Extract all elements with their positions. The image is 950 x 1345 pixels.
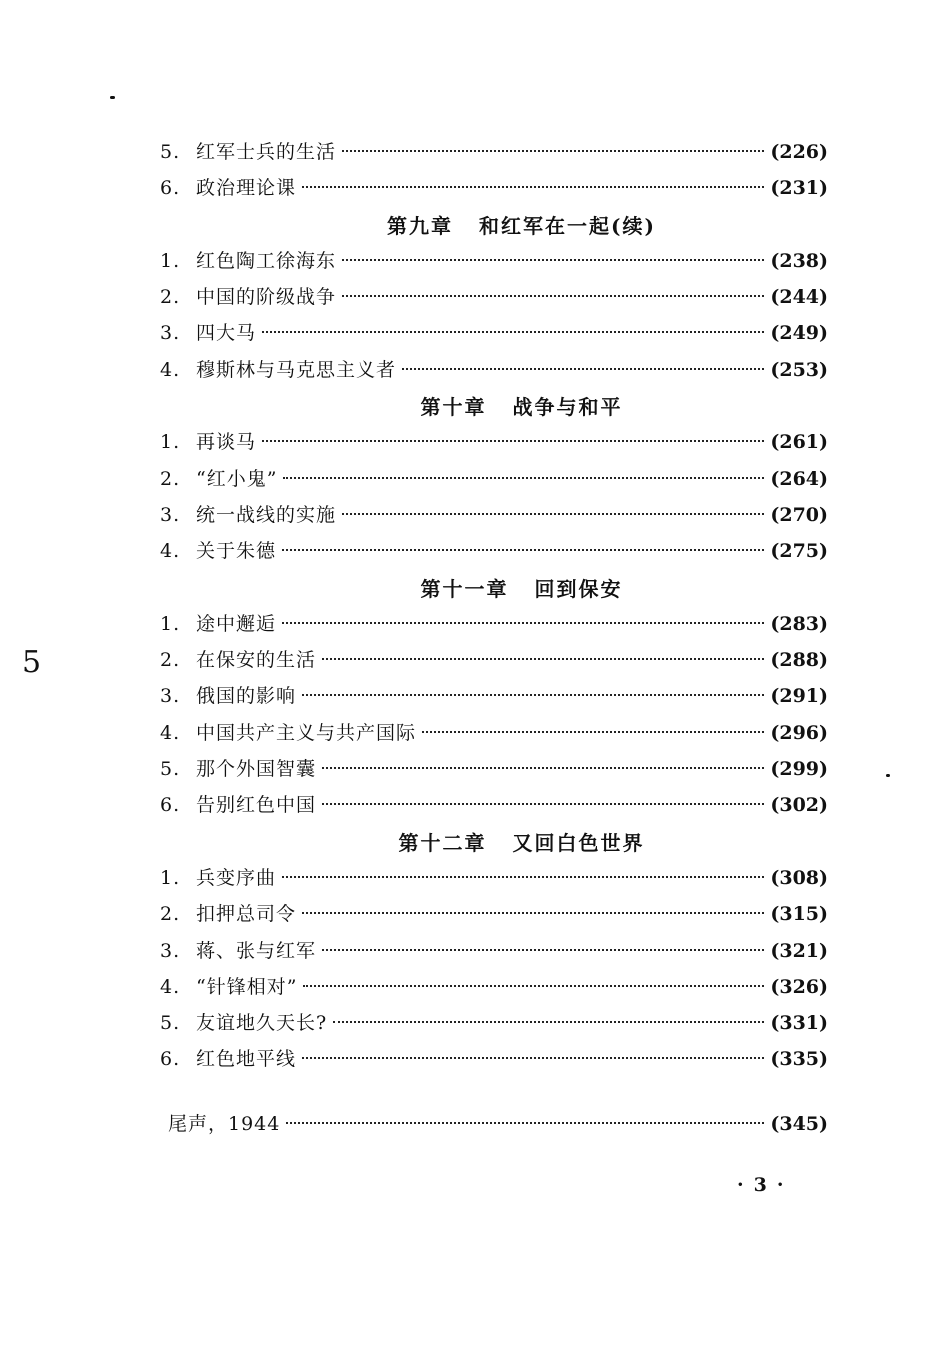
chapter-label: 第十一章	[420, 576, 509, 601]
toc-entry-number: 3.	[160, 939, 181, 962]
margin-handwritten-mark: 5	[22, 645, 42, 680]
toc-entry	[160, 681, 828, 717]
toc-entry-title: 红军士兵的生活	[196, 141, 337, 163]
toc-entry	[160, 790, 828, 826]
dot-leader	[342, 513, 764, 515]
chapter-label: 第十章	[420, 395, 487, 420]
toc-entry-number: 5.	[160, 141, 181, 163]
toc-entry-page: (231)	[770, 177, 828, 200]
toc-entry-title: 俄国的影响	[196, 685, 297, 708]
toc-entry-page: (270)	[770, 503, 828, 526]
toc-entry-number: 4.	[160, 721, 181, 744]
toc-entry	[160, 863, 828, 899]
toc-entry-page: (331)	[770, 1012, 828, 1035]
dot-leader	[262, 331, 764, 333]
chapter-title: 回到保安	[534, 576, 623, 601]
toc-entry-title: 穆斯林与马克思主义者	[196, 358, 397, 381]
toc-entry-number: 3.	[160, 685, 181, 708]
page-number: ·3·	[737, 1174, 794, 1196]
toc-entry-title: “红小鬼”	[196, 467, 278, 490]
toc-entry	[160, 718, 828, 754]
chapter-heading	[160, 391, 828, 427]
toc-entry-page: (345)	[770, 1112, 828, 1135]
dot-leader	[322, 658, 764, 660]
toc-entry-page: (249)	[770, 322, 828, 345]
toc-entry-number: 1.	[160, 612, 181, 635]
dot-leader	[302, 912, 764, 914]
toc-entry-number: 1.	[160, 866, 181, 889]
toc-entry-page: (321)	[770, 939, 828, 962]
toc-entry	[160, 282, 828, 318]
toc-entry	[160, 500, 828, 536]
toc-entry-page: (326)	[770, 975, 828, 998]
toc-entry	[160, 754, 828, 790]
dot-leader	[322, 949, 764, 951]
dot-leader	[342, 259, 764, 261]
toc-entry-title: 尾声，1944	[168, 1112, 281, 1135]
toc-entry-title: 那个外国智囊	[196, 758, 317, 781]
toc-gap	[160, 1081, 828, 1109]
toc-entry	[160, 173, 828, 209]
toc-entry-title: “针锋相对”	[196, 975, 298, 998]
scan-speck	[110, 96, 115, 99]
toc-entry-page: (291)	[770, 685, 828, 708]
dot-leader	[402, 368, 764, 370]
toc-entry	[160, 609, 828, 645]
dot-leader	[262, 440, 764, 442]
toc-entry-title: 红色地平线	[196, 1048, 297, 1071]
chapter-heading	[160, 210, 828, 246]
toc-entry-number: 2.	[160, 467, 181, 490]
toc-entry-title: 告别红色中国	[196, 794, 317, 817]
toc-entry-number: 3.	[160, 503, 181, 526]
toc-entry-title: 途中邂逅	[196, 612, 277, 635]
chapter-heading	[160, 827, 828, 863]
dot-leader	[342, 150, 764, 152]
toc-entry-page: (275)	[770, 540, 828, 563]
dot-leader	[322, 767, 764, 769]
toc-entry	[160, 972, 828, 1008]
toc-entry	[160, 1109, 828, 1145]
toc-entry-number: 4.	[160, 540, 181, 563]
scan-speck	[886, 774, 890, 777]
dot-leader	[422, 731, 764, 733]
toc-entry-title: 扣押总司令	[196, 903, 297, 926]
toc-entry-page: (226)	[770, 141, 828, 163]
dot-leader	[282, 622, 764, 624]
chapter-title: 和红军在一起(续)	[479, 213, 656, 238]
toc-entry-title: 蒋、张与红军	[196, 939, 317, 962]
toc-entry-title: 红色陶工徐海东	[196, 249, 337, 272]
toc-entry-number: 2.	[160, 286, 181, 309]
toc-entry-number: 2.	[160, 903, 181, 926]
toc-entry-number: 2.	[160, 649, 181, 672]
chapter-label: 第九章	[387, 213, 454, 238]
toc-entry	[160, 137, 828, 173]
toc-entry	[160, 1044, 828, 1080]
toc-entry	[160, 1008, 828, 1044]
table-of-contents	[160, 137, 828, 1145]
toc-entry-page: (296)	[770, 721, 828, 744]
toc-entry-page: (288)	[770, 649, 828, 672]
toc-entry	[160, 318, 828, 354]
toc-entry-number: 4.	[160, 975, 181, 998]
toc-entry	[160, 246, 828, 282]
toc-entry-title: 再谈马	[196, 431, 257, 454]
toc-entry-page: (238)	[770, 249, 828, 272]
toc-entry-title: 关于朱德	[196, 540, 277, 563]
toc-entry-number: 5.	[160, 758, 181, 781]
toc-entry-number: 1.	[160, 431, 181, 454]
chapter-title: 战争与和平	[512, 395, 623, 420]
toc-entry-title: 政治理论课	[196, 177, 297, 200]
dot-leader	[283, 477, 764, 479]
toc-entry-page: (253)	[770, 358, 828, 381]
toc-entry-page: (335)	[770, 1048, 828, 1071]
toc-entry-page: (299)	[770, 758, 828, 781]
toc-entry-title: 中国共产主义与共产国际	[196, 721, 417, 744]
dot-leader	[302, 694, 764, 696]
toc-entry	[160, 355, 828, 391]
toc-entry-title: 统一战线的实施	[196, 503, 337, 526]
toc-entry-title: 四大马	[196, 322, 257, 345]
toc-entry-number: 4.	[160, 358, 181, 381]
toc-entry-page: (244)	[770, 286, 828, 309]
toc-entry-page: (302)	[770, 794, 828, 817]
toc-entry	[160, 536, 828, 572]
toc-entry-page: (315)	[770, 903, 828, 926]
toc-entry-number: 6.	[160, 794, 181, 817]
toc-entry-title: 友谊地久天长?	[196, 1012, 328, 1035]
dot-leader	[302, 1057, 764, 1059]
dot-leader	[302, 186, 764, 188]
dot-leader	[333, 1021, 764, 1023]
toc-entry	[160, 464, 828, 500]
dot-leader	[322, 803, 764, 805]
dot-leader	[282, 549, 764, 551]
toc-entry-number: 5.	[160, 1012, 181, 1035]
toc-entry	[160, 936, 828, 972]
toc-entry-number: 3.	[160, 322, 181, 345]
toc-entry	[160, 899, 828, 935]
dot-leader	[286, 1122, 764, 1124]
dot-leader	[303, 985, 764, 987]
toc-entry-number: 6.	[160, 177, 181, 200]
dot-leader	[282, 876, 764, 878]
toc-entry-page: (264)	[770, 467, 828, 490]
toc-entry	[160, 645, 828, 681]
toc-entry-page: (308)	[770, 866, 828, 889]
toc-entry	[160, 427, 828, 463]
chapter-heading	[160, 573, 828, 609]
toc-entry-page: (283)	[770, 612, 828, 635]
chapter-label: 第十二章	[398, 830, 487, 855]
toc-entry-number: 1.	[160, 249, 181, 272]
toc-entry-page: (261)	[770, 431, 828, 454]
chapter-title: 又回白色世界	[512, 830, 645, 855]
toc-entry-title: 中国的阶级战争	[196, 286, 337, 309]
toc-entry-title: 兵变序曲	[196, 866, 277, 889]
toc-entry-number: 6.	[160, 1048, 181, 1071]
dot-leader	[342, 295, 764, 297]
toc-entry-title: 在保安的生活	[196, 649, 317, 672]
